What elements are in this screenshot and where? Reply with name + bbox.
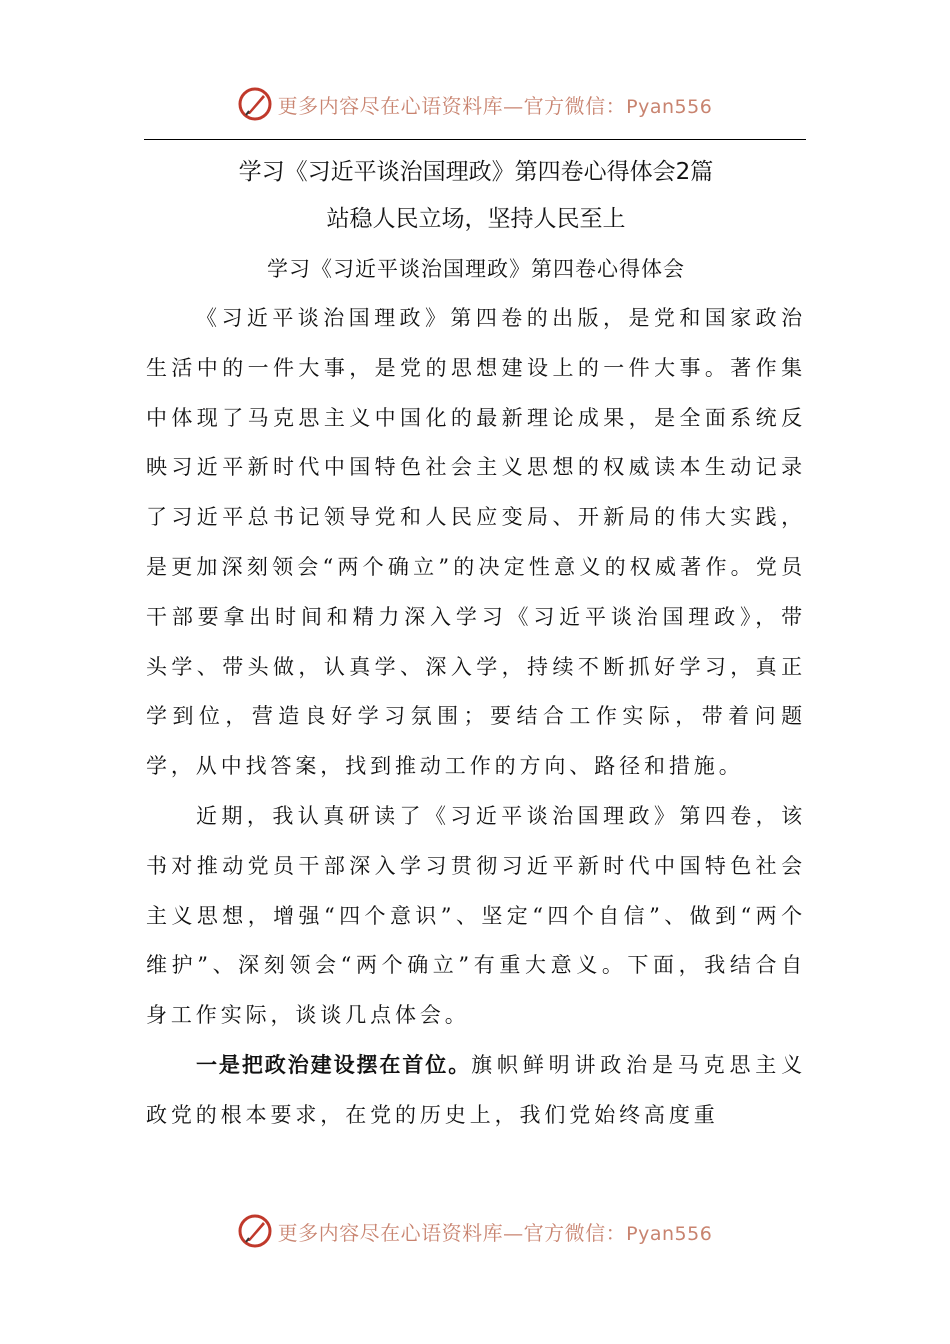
quill-logo-icon [238, 87, 272, 121]
header-divider [144, 139, 806, 140]
point-heading: 一是把政治建设摆在首位。 [196, 1052, 472, 1077]
paragraph: 《习近平谈治国理政》第四卷的出版，是党和国家政治生活中的一件大事，是党的思想建设上的一件大事。著作集中体现了马克思主义中国化的最新理论成果，是全面系统反映习近平新时代中国特色社会主义思想的权威读本生动记录了习近平总书记领导党和人民应变局、开新局的伟大实践，是更加深刻领会“两个确立”的决定性意义的权威著作。党员干部要拿出时间和精力深入学习《习近平谈治国理政》，带头学、带头做，认真学、深入学，持续不断抓好学习，真正学到位，营造良好学习氛围；要结合工作实际，带着问题学，从中找答案，找到推动工作的方向、路径和措施。 [146, 306, 806, 779]
header-banner [0, 84, 950, 124]
paragraph: 近期，我认真研读了《习近平谈治国理政》第四卷，该书对推动党员干部深入学习贯彻习近平新时代中国特色社会主义思想，增强“四个意识”、坚定“四个自信”、做到“两个维护”、深刻领会“两个确立”有重大意义。下面，我结合自身工作实际，谈谈几点体会。 [146, 803, 806, 1028]
footer-banner [0, 1211, 950, 1251]
paragraph [146, 1041, 806, 1141]
document-body [146, 150, 806, 1141]
point-text: 旗帜鲜明讲政治是马克思主义政党的根本要求，在党的历史上，我们党始终高度重 [146, 1052, 807, 1127]
document-title: 学习《习近平谈治国理政》第四卷心得体会2篇 [238, 159, 714, 185]
document-subsubtitle: 学习《习近平谈治国理政》第四卷心得体会 [267, 257, 685, 281]
quill-logo-icon [238, 1214, 272, 1248]
banner-text: 更多内容尽在心语资料库—官方微信：Pyan556 [277, 93, 713, 118]
banner-text: 更多内容尽在心语资料库—官方微信：Pyan556 [277, 1220, 713, 1245]
document-subtitle: 站稳人民立场，坚持人民至上 [326, 206, 626, 232]
